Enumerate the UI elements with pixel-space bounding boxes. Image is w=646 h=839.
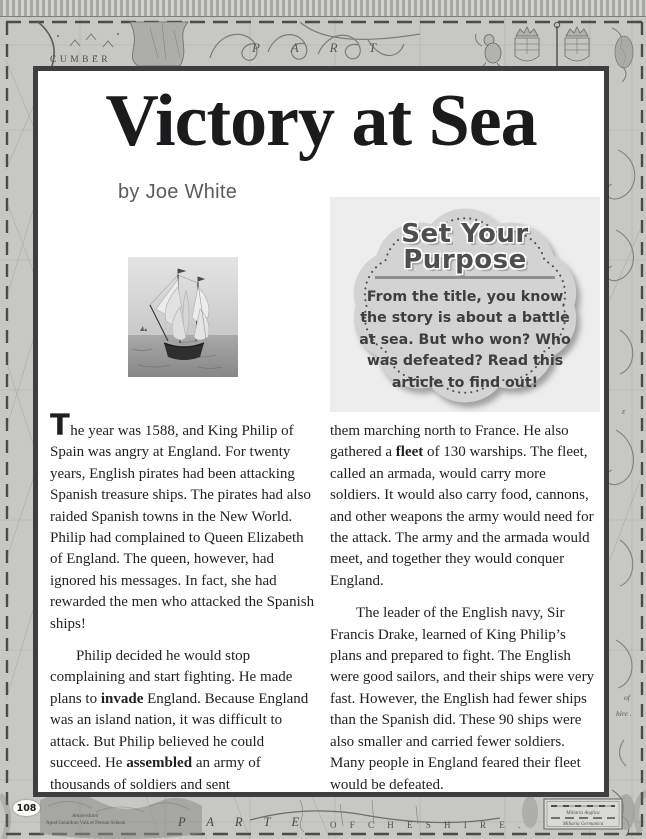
label-right-frag2: hire . bbox=[616, 709, 632, 718]
dropcap: T bbox=[50, 408, 71, 442]
paragraph-3: them marching north to France. He also gathered a fleet of 130 warships. The fleet, called an armada, would carry more soldiers. It would also carry food, cannons, and other weapons the army would need for the attack. The army and the armada would meet, and together they would conquer England. bbox=[330, 423, 594, 589]
label-of-cheshire: O F C H E S H I R E . bbox=[330, 820, 526, 830]
label-imprint2: Apud Gerardum Valk et Petrum Schenk bbox=[46, 821, 126, 826]
label-right-frag1: of bbox=[624, 693, 630, 702]
label-part: P A R T bbox=[252, 40, 391, 55]
purpose-body-text: From the title, you know the story is about a battle at sea. But who won? Who was defeated? Read this article to find out! bbox=[359, 288, 571, 391]
paragraph-1: The year was 1588, and King Philip of Spain was angry at England. For twenty years, English pirates had been attacking Spanish treasure ships. The pirates had also raided Spanish towns in the New World. Philip had complained to Queen Elizabeth of England. The queen, however, had ignored his messages. In fact, she had rewarded the men who attacked the Spanish ships! bbox=[50, 408, 315, 632]
page-frame bbox=[33, 66, 609, 797]
svg-text:ε: ε bbox=[622, 407, 626, 416]
purpose-title: Set Your Purpose bbox=[401, 219, 529, 275]
article-body bbox=[50, 408, 595, 807]
byline: by Joe White bbox=[118, 181, 238, 203]
purpose-box bbox=[330, 197, 600, 412]
purpose-underline bbox=[375, 276, 555, 279]
page-number-badge: 108 bbox=[13, 800, 40, 816]
article-column-right bbox=[330, 421, 595, 807]
paragraph-4: The leader of the English navy, Sir Francis Drake, learned of King Philip’s plans and prepared to fight. The English were good sailors, and their ships were very fast. However, the English had fewer ships than the Spanish did. These 90 ships were also smaller and carried fewer soldiers. Many people in England feared their fleet would be defeated. bbox=[330, 605, 595, 793]
label-parte: P A R T E bbox=[178, 815, 309, 829]
vocab-fleet: fleet bbox=[395, 444, 424, 461]
top-stripe-band bbox=[0, 0, 646, 16]
paragraph-2: Philip decided he would stop complaining and start fighting. He made plans to invade England. Because England was an island nation, it was difficult to attack. But Philip believed he could succeed. He assembled an army of thousands of soldiers and sent bbox=[50, 648, 309, 793]
svg-text:Miliaria Anglica: Miliaria Anglica bbox=[566, 811, 600, 816]
vocab-invade: invade bbox=[100, 690, 144, 707]
page-title: Victory at Sea bbox=[105, 80, 537, 162]
vocab-assembled: assembled bbox=[126, 755, 193, 772]
svg-text:Miliaria Germanica: Miliaria Germanica bbox=[562, 822, 604, 827]
label-imprint1: Amsterdami bbox=[72, 813, 99, 819]
ship-photo bbox=[128, 257, 238, 377]
article-column-left bbox=[50, 408, 315, 807]
label-cumber: CUMBER bbox=[50, 55, 112, 65]
